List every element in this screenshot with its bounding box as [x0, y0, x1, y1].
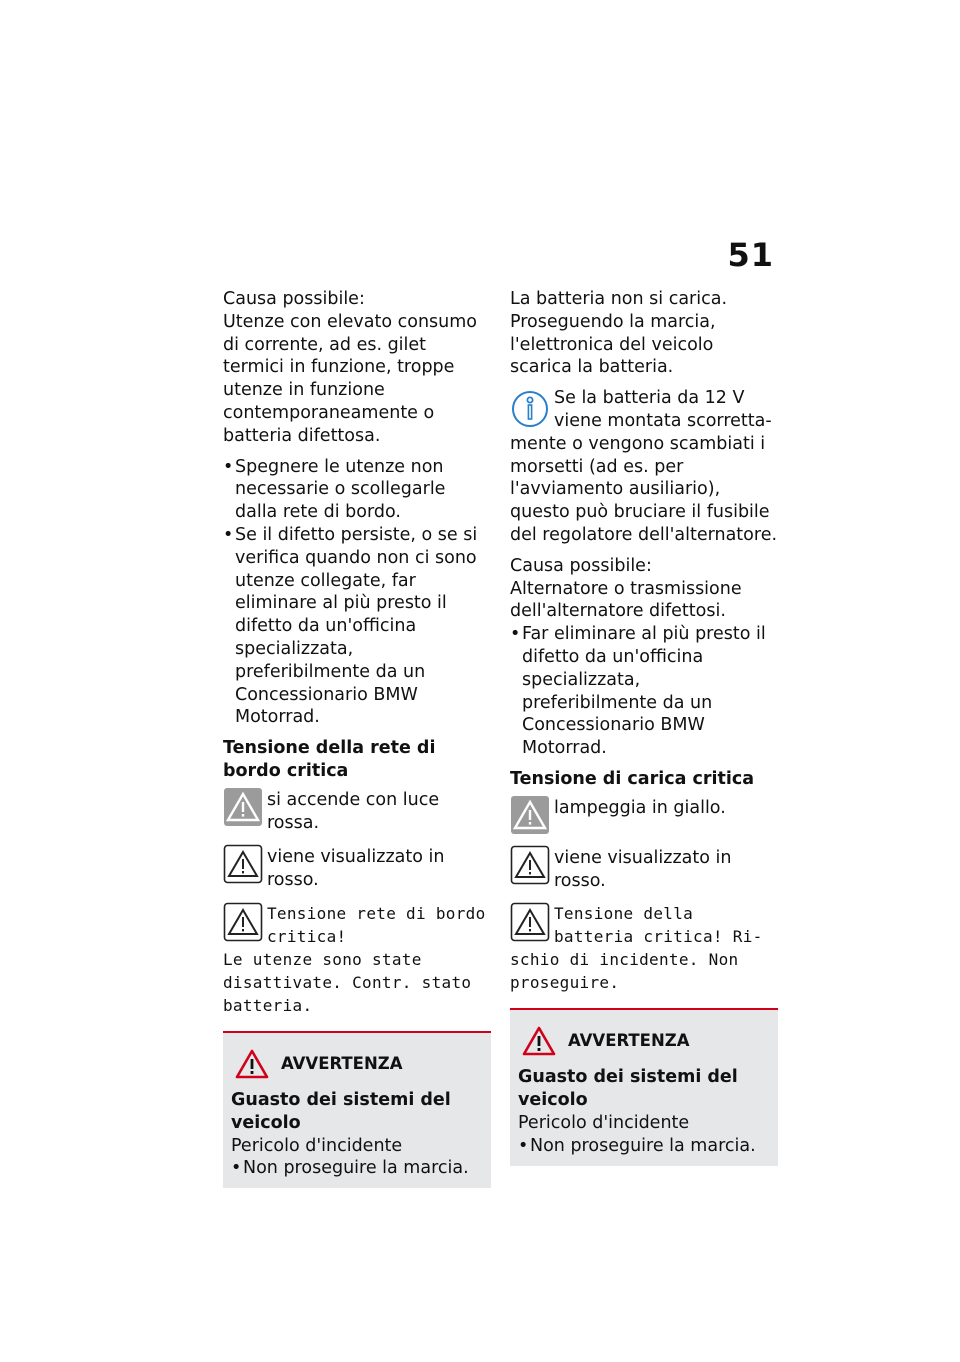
cause-text: Alternatore o trasmissione dell'alternatore difettosi. — [510, 578, 742, 622]
cause-label: Causa possibile: — [223, 289, 365, 309]
indicator-text: si accende con luce rossa. — [267, 789, 440, 833]
cause-text: Utenze con elevato consumo di corrente, ad es. gilet termici in funzione, troppe utenze in funzione contemporaneamente o batteria difettosa. — [223, 311, 478, 446]
message-head: Tensione della batteria critica! Ri- — [554, 904, 763, 947]
warning-box — [510, 1008, 778, 1165]
section-heading: Tensione della rete di bordo critica — [223, 738, 436, 781]
warning-triangle-outline-icon — [510, 845, 550, 885]
list-item: • Non proseguire la marcia. — [231, 1157, 483, 1180]
display-message — [510, 902, 778, 994]
warning-triangle-outline-icon — [223, 844, 263, 884]
warning-bullets — [231, 1157, 483, 1180]
warning-text: Pericolo d'incidente — [518, 1112, 690, 1133]
intro-text: La batteria non si carica. Proseguendo la marcia, l'elettronica del veicolo scarica la batteria. — [510, 289, 728, 378]
indicator-row — [223, 787, 491, 835]
message-body: Le utenze sono state disattivate. Contr. stato batteria. — [223, 949, 472, 1015]
warning-title: AVVERTENZA — [281, 1053, 403, 1073]
indicator-text: viene visualizzato in rosso. — [554, 847, 732, 891]
info-icon — [510, 389, 550, 429]
indicator-row — [223, 844, 491, 892]
info-first: Se la batteria da 12 V viene montata scorretta- — [554, 388, 772, 431]
hazard-exclamation-icon — [235, 1049, 269, 1079]
section-heading: Tensione di carica critica — [510, 768, 755, 789]
warning-subtitle: Guasto dei sistemi del veicolo — [518, 1067, 738, 1111]
info-rest: mente o vengono scambiati i morsetti (ad es. per l'avviamento ausiliario), questo può bruciare il fusibile del regolatore dell'alternatore. — [510, 433, 778, 545]
cause-label: Causa possibile: — [510, 555, 652, 576]
warning-box — [223, 1031, 491, 1188]
indicator-row — [510, 845, 778, 893]
list-item: • Far eliminare al più presto il difetto da un'officina specializzata, preferibilmente da un Concessionario BMW Motorrad. — [510, 623, 778, 760]
info-note — [510, 387, 778, 433]
warning-triangle-filled-icon — [223, 787, 263, 827]
page-number: 51 — [727, 236, 774, 274]
warning-triangle-filled-icon — [510, 795, 550, 835]
display-message — [223, 902, 491, 1017]
list-item: • Spegnere le utenze non necessarie o scollegarle dalla rete di bordo. — [223, 456, 491, 524]
indicator-text: viene visualizzato in rosso. — [267, 847, 445, 891]
indicator-text: lampeggia in giallo. — [554, 797, 726, 818]
bullet-list — [510, 623, 778, 760]
left-column — [223, 288, 491, 1188]
warning-title: AVVERTENZA — [568, 1030, 690, 1050]
warning-triangle-outline-icon — [223, 902, 263, 942]
hazard-exclamation-icon — [522, 1026, 556, 1056]
bullet-list — [223, 456, 491, 730]
warning-subtitle: Guasto dei sistemi del veicolo — [231, 1089, 451, 1133]
warning-triangle-outline-icon — [510, 902, 550, 942]
warning-text: Pericolo d'incidente — [231, 1135, 403, 1156]
message-body: schio di incidente. Non proseguire. — [510, 950, 739, 993]
indicator-row — [510, 795, 778, 835]
warning-bullets — [518, 1135, 770, 1158]
message-head: Tensione rete di bordo critica! — [267, 903, 486, 946]
right-column — [510, 288, 778, 1166]
list-item: • Se il difetto persiste, o se si verifica quando non ci sono utenze collegate, far eliminare al più presto il difetto da un'officina specializzata, preferibilmente da un Concessionario BMW Motorrad. — [223, 524, 491, 729]
list-item: • Non proseguire la marcia. — [518, 1135, 770, 1158]
